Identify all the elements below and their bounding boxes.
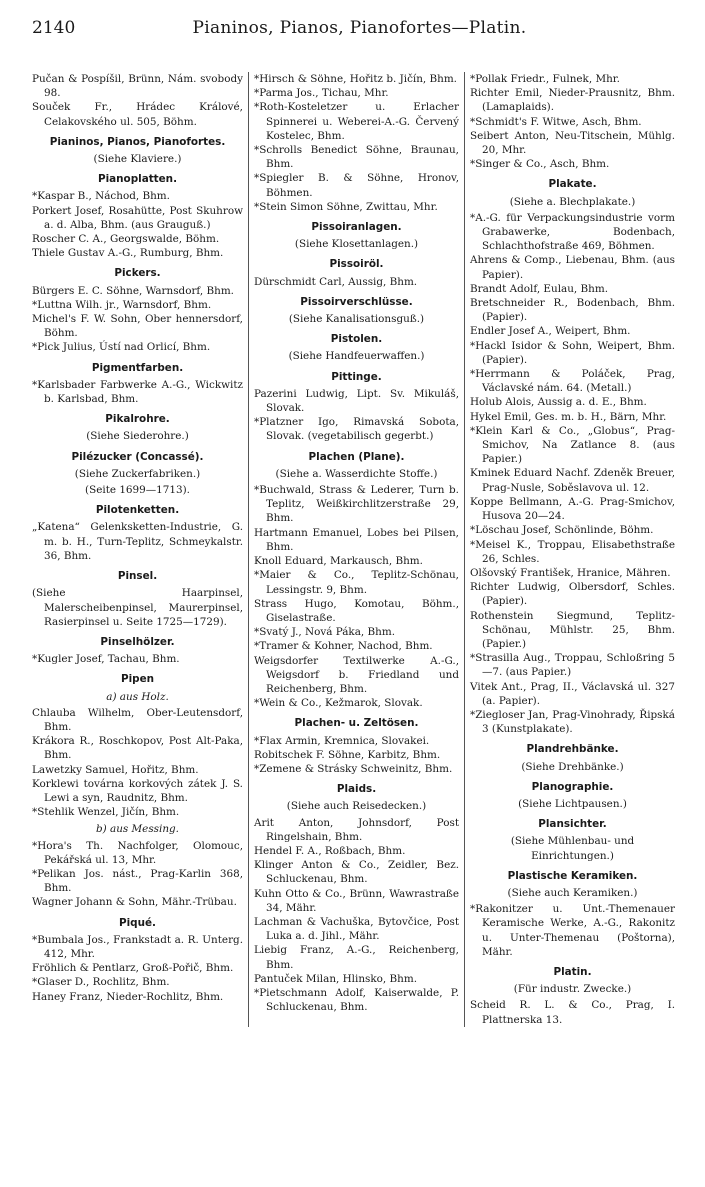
- listing-entry: Liebig Franz, A.-G., Reichenberg, Bhm.: [254, 944, 459, 971]
- listing-entry: *Meisel K., Troppau, Elisabethstraße 26, Schles.: [470, 538, 675, 565]
- listing-entry: Roscher C. A., Georgswalde, Böhm.: [32, 233, 220, 246]
- section-heading: Pinsel.: [117, 570, 158, 583]
- section-heading: Pistolen.: [330, 333, 383, 346]
- cross-reference-note: (Siehe Drehbänke.): [521, 760, 624, 773]
- section-heading: Piqué.: [118, 916, 156, 929]
- cross-reference-note: (Siehe Mühlenbau- und Einrichtungen.): [510, 835, 635, 862]
- listing-entry: *Stein Simon Söhne, Zwittau, Mhr.: [254, 200, 438, 213]
- listing-entry: *Hirsch & Söhne, Hořitz b. Jičín, Bhm.: [254, 73, 457, 85]
- cross-reference-note: (Für industr. Zwecke.): [513, 983, 632, 996]
- listing-entry: „Katena“ Gelenksketten-Industrie, G. m. b. H., Turn-Teplitz, Schmeykalstr. 36, Bhm.: [32, 521, 243, 562]
- listing-entry: *Schrolls Benedict Söhne, Braunau, Bhm.: [254, 144, 459, 171]
- listing-entry: Vitek Ant., Prag, II., Václavská ul. 327 (a. Papier).: [470, 680, 675, 707]
- listing-entry: Kminek Eduard Nachf. Zdeněk Breuer, Prag-Nusle, Soběslavova ul. 12.: [470, 467, 675, 494]
- cross-reference-note: (Siehe a. Wasserdichte Stoffe.): [275, 467, 438, 480]
- listing-entry: *Pelikan Jos. nást., Prag-Karlin 368, Bhm.: [32, 867, 243, 895]
- listing-entry: *Zemene & Strásky Schweinitz, Bhm.: [254, 762, 453, 775]
- listing-entry: *Platzner Igo, Rimavská Sobota, Slovak. (vegetabilisch gegerbt.): [254, 416, 459, 443]
- section-heading: Plakate.: [548, 178, 597, 191]
- listing-entry: Brandt Adolf, Eulau, Bhm.: [470, 282, 609, 295]
- cross-reference-note: (Siehe auch Reisedecken.): [286, 800, 427, 813]
- listing-entry: Knoll Eduard, Markausch, Bhm.: [254, 555, 423, 568]
- column-2: [248, 72, 464, 1027]
- section-heading: Pianoplatten.: [97, 173, 178, 186]
- cross-reference-note: (Siehe Zuckerfabriken.): [74, 467, 201, 480]
- columns: [32, 72, 687, 1027]
- cross-reference-note: (Siehe a. Blechplakate.): [509, 195, 636, 208]
- listing-entry: *Wein & Co., Kežmarok, Slovak.: [254, 697, 423, 710]
- listing-entry: *Hora's Th. Nachfolger, Olomouc, Pekářská ul. 13, Mhr.: [32, 839, 243, 866]
- section-heading: Pigmentfarben.: [91, 361, 184, 374]
- listing-entry: Fröhlich & Pentlarz, Groß-Pořič, Bhm.: [32, 962, 234, 975]
- listing-entry: Thiele Gustav A.-G., Rumburg, Bhm.: [32, 247, 224, 260]
- column-1: [32, 72, 248, 1027]
- section-heading: Plachen (Plane).: [308, 450, 405, 463]
- listing-entry: *Löschau Josef, Schönlinde, Böhm.: [470, 524, 654, 537]
- section-heading: Pilézucker (Concassé).: [71, 450, 204, 463]
- section-heading: Pittinge.: [331, 370, 382, 383]
- listing-entry: *Roth-Kosteletzer u. Erlacher Spinnerei u. Weberei-A.-G. Červený Kostelec, Bhm.: [254, 101, 459, 142]
- listing-entry: Wagner Johann & Sohn, Mähr.-Trübau.: [32, 896, 237, 909]
- listing-entry: Hartmann Emanuel, Lobes bei Pilsen, Bhm.: [254, 526, 459, 553]
- subsection-label: a) aus Holz.: [106, 690, 169, 703]
- listing-entry: *Pollak Friedr., Fulnek, Mhr.: [470, 73, 620, 85]
- section-heading: Pissoirverschlüsse.: [300, 295, 413, 308]
- listing-entry: Lachman & Vachuška, Bytovčice, Post Luka a. d. Jihl., Mähr.: [254, 915, 459, 943]
- section-heading: Plastische Keramiken.: [507, 869, 638, 882]
- listing-entry: *Stehlik Wenzel, Jičín, Bhm.: [32, 806, 180, 819]
- listing-entry: *Ziegloser Jan, Prag-Vinohrady, Řipská 3 (Kunstplakate).: [470, 708, 675, 736]
- listing-entry: Pučan & Pospíšil, Brünn, Nám. svobody 98.: [32, 73, 243, 100]
- listing-entry: Scheid R. L. & Co., Prag, I. Plattnerska 13.: [470, 999, 675, 1026]
- section-heading: Pickers.: [114, 267, 161, 280]
- section-heading: Pissoiröl.: [329, 258, 384, 271]
- listing-entry: *Schmidt's F. Witwe, Asch, Bhm.: [470, 115, 642, 128]
- listing-entry: Klinger Anton & Co., Zeidler, Bez. Schluckenau, Bhm.: [254, 859, 459, 886]
- listing-entry: *Pick Julius, Ústí nad Orlicí, Bhm.: [32, 341, 211, 354]
- listing-entry: *Svatý J., Nová Páka, Bhm.: [254, 626, 396, 639]
- listing-entry: *Herrmann & Poláček, Prag, Václavské nám. 64. (Metall.): [470, 368, 675, 395]
- listing-entry: *Kaspar B., Náchod, Bhm.: [32, 190, 170, 203]
- listing-entry: Rothenstein Siegmund, Teplitz-Schönau, Mühlstr. 25, Bhm. (Papier.): [470, 609, 675, 650]
- listing-entry: Ahrens & Comp., Liebenau, Bhm. (aus Papier).: [470, 254, 675, 281]
- listing-entry: Seibert Anton, Neu-Titschein, Mühlg. 20, Mhr.: [470, 129, 675, 157]
- listing-entry: Korklewi továrna korkových zátek J. S. Lewi a syn, Raudnitz, Bhm.: [32, 777, 243, 804]
- listing-entry: Richter Emil, Nieder-Prausnitz, Bhm. (Lamaplaids).: [470, 87, 675, 114]
- cross-reference-note: (Siehe Klaviere.): [93, 153, 182, 166]
- listing-entry: Michel's F. W. Sohn, Ober hennersdorf, Böhm.: [32, 313, 243, 340]
- listing-entry: *Karlsbader Farbwerke A.-G., Wickwitz b. Karlsbad, Bhm.: [32, 378, 243, 406]
- listing-entry: Porkert Josef, Rosahütte, Post Skuhrow a. d. Alba, Bhm. (aus Grauguß.): [32, 204, 243, 231]
- page-header: [32, 16, 687, 48]
- listing-entry: (Siehe Haarpinsel, Malerscheibenpinsel, Maurerpinsel, Rasierpinsel u. Seite 1725—1729).: [32, 587, 243, 628]
- listing-entry: *Glaser D., Rochlitz, Bhm.: [32, 976, 170, 989]
- listing-entry: *A.-G. für Verpackungsindustrie vorm Grabawerke, Bodenbach, Schlachthofstraße 469, Böhmen.: [470, 211, 675, 253]
- section-heading: Pissoiranlagen.: [311, 221, 402, 234]
- listing-entry: Souček Fr., Hrádec Králové, Celakovského ul. 505, Böhm.: [32, 101, 243, 128]
- section-heading: Planographie.: [531, 780, 614, 793]
- listing-entry: *Parma Jos., Tichau, Mhr.: [254, 87, 389, 100]
- section-heading: Pipen: [120, 673, 155, 686]
- cross-reference-note: (Siehe auch Keramiken.): [507, 886, 638, 899]
- listing-entry: *Bumbala Jos., Frankstadt a. R. Unterg. 412, Mhr.: [32, 933, 243, 960]
- subsection-label: b) aus Messing.: [96, 823, 179, 836]
- listing-entry: *Flax Armin, Kremnica, Slovakei.: [254, 734, 430, 747]
- listing-entry: Dürschmidt Carl, Aussig, Bhm.: [254, 275, 418, 288]
- section-heading: Plaids.: [336, 783, 377, 796]
- listing-entry: *Luttna Wilh. jr., Warnsdorf, Bhm.: [32, 298, 212, 311]
- listing-entry: Pazerini Ludwig, Lipt. Sv. Mikuláš, Slovak.: [254, 387, 459, 415]
- running-title: Pianinos, Pianos, Pianofortes—Platin.: [192, 18, 527, 38]
- section-heading: Platin.: [553, 965, 592, 978]
- cross-reference-note: (Siehe Kanalisationsguß.): [288, 313, 425, 326]
- column-3: [464, 72, 680, 1027]
- listing-entry: *Rakonitzer u. Unt.-Themenauer Keramische Werke, A.-G., Rakonitz u. Unter-Themenau (Poštorna), Mähr.: [470, 903, 675, 958]
- listing-entry: Krákora R., Roschkopov, Post Alt-Paka, Bhm.: [32, 735, 243, 762]
- listing-entry: Koppe Bellmann, A.-G. Prag-Smichov, Husova 20—24.: [470, 495, 675, 523]
- section-heading: Plansichter.: [538, 818, 607, 831]
- listing-entry: *Hackl Isidor & Sohn, Weipert, Bhm. (Papier).: [470, 339, 675, 366]
- listing-entry: Arit Anton, Johnsdorf, Post Ringelshain, Bhm.: [254, 816, 459, 843]
- listing-entry: Weigsdorfer Textilwerke A.-G., Weigsdorf b. Friedland und Reichenberg, Bhm.: [254, 654, 459, 695]
- listing-entry: Holub Alois, Aussig a. d. E., Bhm.: [470, 396, 647, 409]
- listing-entry: *Maier & Co., Teplitz-Schönau, Lessingstr. 9, Bhm.: [254, 569, 459, 596]
- listing-entry: Lawetzky Samuel, Hořitz, Bhm.: [32, 763, 199, 776]
- cross-reference-note: (Siehe Siederohre.): [86, 430, 189, 443]
- cross-reference-note: (Siehe Lichtpausen.): [518, 797, 627, 810]
- section-heading: Plachen- u. Zeltösen.: [294, 717, 419, 730]
- listing-entry: Pantuček Milan, Hlinsko, Bhm.: [254, 972, 417, 985]
- listing-entry: *Kugler Josef, Tachau, Bhm.: [32, 653, 180, 666]
- listing-entry: Olšovský František, Hranice, Mähren.: [470, 566, 671, 579]
- cross-reference-note: (Siehe Klosettanlagen.): [294, 238, 419, 251]
- section-heading: Pinselhölzer.: [100, 635, 175, 648]
- listing-entry: Robitschek F. Söhne, Karbitz, Bhm.: [254, 748, 441, 761]
- listing-entry: Haney Franz, Nieder-Rochlitz, Bhm.: [32, 990, 224, 1003]
- listing-entry: *Singer & Co., Asch, Bhm.: [470, 158, 610, 171]
- listing-entry: *Buchwald, Strass & Lederer, Turn b. Teplitz, Weißkirchlitzerstraße 29, Bhm.: [254, 484, 459, 525]
- listing-entry: *Spiegler B. & Söhne, Hronov, Böhmen.: [254, 172, 459, 199]
- listing-entry: Hendel F. A., Roßbach, Bhm.: [254, 844, 406, 857]
- section-heading: Pianinos, Pianos, Pianofortes.: [49, 135, 226, 148]
- listing-entry: Bürgers E. C. Söhne, Warnsdorf, Bhm.: [32, 284, 234, 297]
- listing-entry: *Tramer & Kohner, Nachod, Bhm.: [254, 640, 433, 653]
- section-heading: Pilotenketten.: [95, 504, 180, 517]
- listing-entry: Bretschneider R., Bodenbach, Bhm. (Papier).: [470, 297, 675, 324]
- cross-reference-note: (Seite 1699—1713).: [85, 484, 190, 497]
- page-number: 2140: [32, 18, 76, 38]
- listing-entry: *Strasilla Aug., Troppau, Schloßring 5—7. (aus Papier.): [470, 652, 675, 679]
- section-heading: Pikalrohre.: [105, 413, 170, 426]
- listing-entry: Richter Ludwig, Olbersdorf, Schles. (Papier).: [470, 581, 675, 608]
- listing-entry: Hykel Emil, Ges. m. b. H., Bärn, Mhr.: [470, 410, 667, 423]
- listing-entry: *Klein Karl & Co., „Globus“, Prag-Smichov, Na Zatlance 8. (aus Papier.): [470, 424, 675, 466]
- listing-entry: Endler Josef A., Weipert, Bhm.: [470, 325, 631, 338]
- listing-entry: Chlauba Wilhelm, Ober-Leutensdorf, Bhm.: [32, 706, 243, 733]
- listing-entry: *Pietschmann Adolf, Kaiserwalde, P. Schluckenau, Bhm.: [254, 986, 459, 1014]
- section-heading: Plandrehbänke.: [526, 743, 619, 756]
- cross-reference-note: (Siehe Handfeuerwaffen.): [288, 350, 425, 363]
- listing-entry: Kuhn Otto & Co., Brünn, Wawrastraße 34, Mähr.: [254, 887, 459, 914]
- listing-entry: Strass Hugo, Komotau, Böhm., Giselastraße.: [254, 597, 459, 624]
